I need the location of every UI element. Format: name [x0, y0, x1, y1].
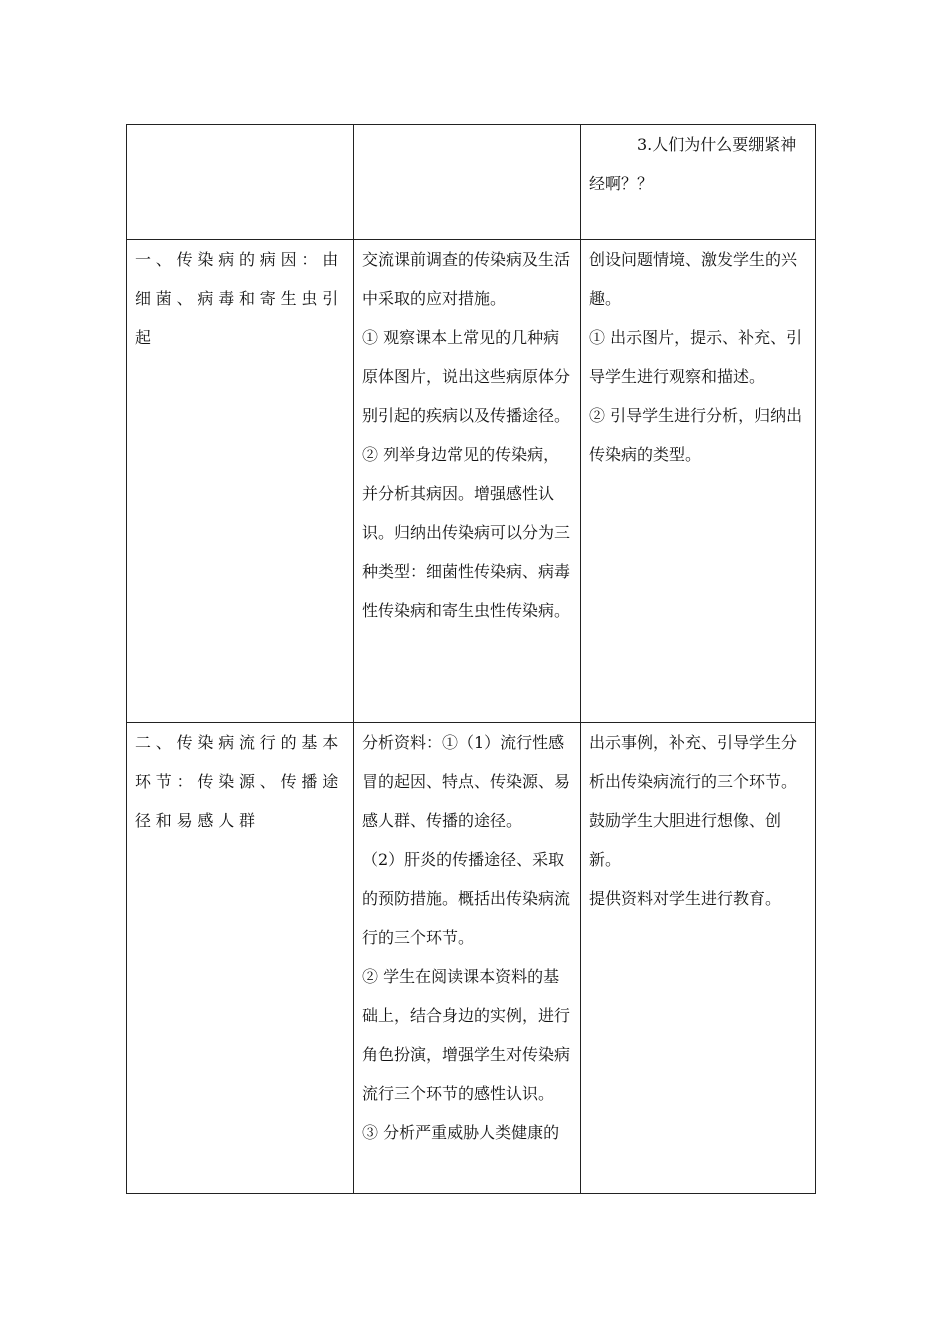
cell-topic [127, 125, 354, 240]
paragraph: ① 出示图片，提示、补充、引导学生进行观察和描述。 [589, 328, 803, 386]
paragraph: ① 观察课本上常见的几种病原体图片，说出这些病原体分别引起的疾病以及传播途径。 [362, 328, 571, 425]
paragraph: 提供资料对学生进行教育。 [589, 889, 782, 908]
table-row [127, 723, 816, 1194]
cell-student-activity [354, 125, 581, 240]
table-row [127, 125, 816, 240]
paragraph: 二、传染病流行的基本环节：传染源、传播途径和易感人群 [135, 733, 344, 830]
paragraph: 3.人们为什么要绷紧神经啊？？ [589, 135, 797, 193]
paragraph: ③ 分析严重威胁人类健康的 [362, 1123, 560, 1142]
paragraph: （2）肝炎的传播途径、采取的预防措施。概括出传染病流行的三个环节。 [362, 850, 571, 947]
cell-teacher-activity [581, 125, 816, 240]
paragraph: ② 列举身边常见的传染病，并分析其病因。增强感性认识。归纳出传染病可以分为三种类型：细菌性传染病、病毒性传染病和寄生虫性传染病。 [362, 445, 571, 620]
lesson-plan-table [126, 124, 816, 1194]
paragraph: 出示事例，补充、引导学生分析出传染病流行的三个环节。 [589, 733, 798, 791]
paragraph: 创设问题情境、激发学生的兴趣。 [589, 250, 798, 308]
paragraph: ② 引导学生进行分析，归纳出传染病的类型。 [589, 406, 803, 464]
cell-topic [127, 240, 354, 723]
paragraph: 分析资料：①（1）流行性感冒的起因、特点、传染源、易感人群、传播的途径。 [362, 733, 571, 830]
paragraph: ② 学生在阅读课本资料的基础上，结合身边的实例，进行角色扮演，增强学生对传染病流行三个环节的感性认识。 [362, 967, 571, 1103]
table-row [127, 240, 816, 723]
paragraph: 一、传染病的病因：由细菌、病毒和寄生虫引起 [135, 250, 344, 347]
paragraph: 交流课前调查的传染病及生活中采取的应对措施。 [362, 250, 571, 308]
cell-student-activity [354, 723, 581, 1194]
cell-teacher-activity [581, 723, 816, 1194]
cell-topic [127, 723, 354, 1194]
cell-student-activity [354, 240, 581, 723]
paragraph: 鼓励学生大胆进行想像、创新。 [589, 811, 782, 869]
cell-teacher-activity [581, 240, 816, 723]
